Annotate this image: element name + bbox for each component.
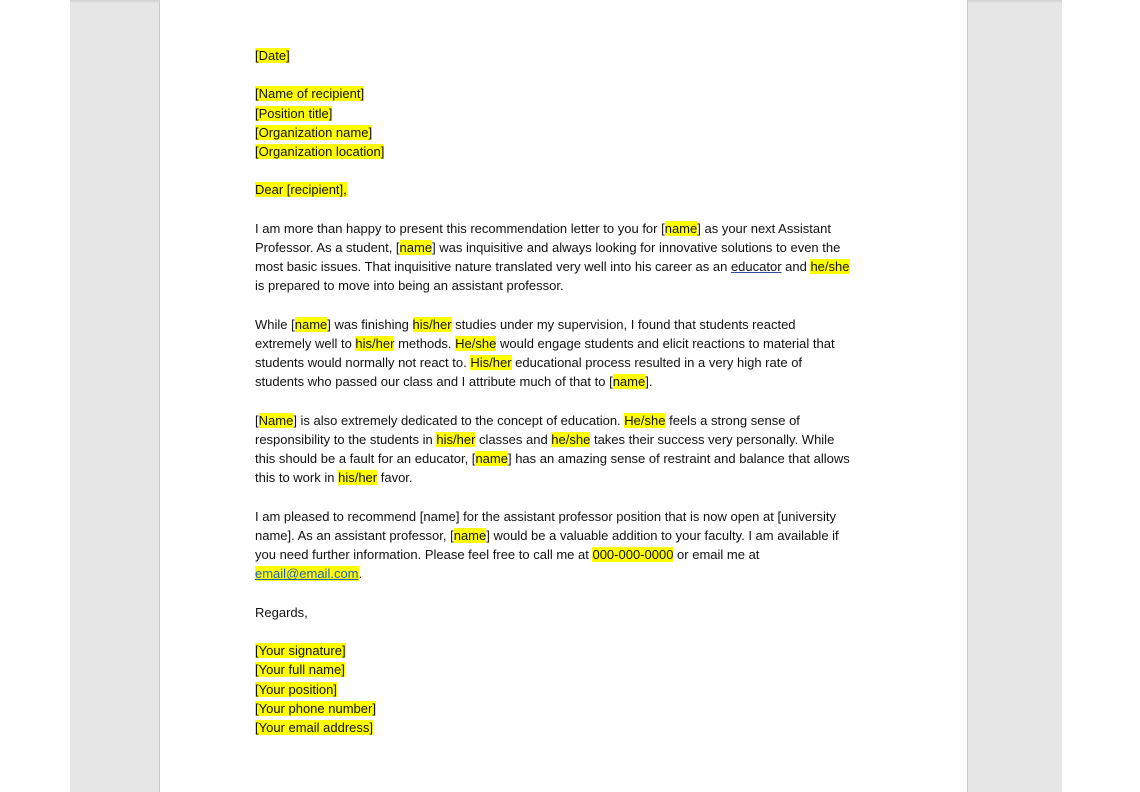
recipient-position: [Position title]	[255, 105, 333, 121]
paragraph-4: I am pleased to recommend [name] for the assistant professor position that is now open at [university name]. As an assistant professor, [name] would be a valuable addition to your faculty. I am available if you need further information. Please feel free to call me at 000-000-0000 or email me at email@email.com.	[255, 508, 839, 582]
recipient-location: [Organization location]	[255, 144, 385, 159]
paragraph-2: While [name] was finishing his/her studies under my supervision, I found that students reacted extremely well to his/her methods. He/she would engage students and elicit reactions to material that students would normally not react to. His/her educational process resulted in a very high rate of students who passed our class and I attribute much of that to [name].	[255, 316, 835, 390]
pronoun-highlight: he/she	[551, 431, 591, 447]
date-line	[255, 46, 875, 65]
paragraph-3: [Name] is also extremely dedicated to the concept of education. He/she feels a strong sense of responsibility to the students in his/her classes and he/she takes their success very personally. While this should be a fault for an educator, [name] has an amazing sense of restraint and balance that allows this to work in his/her favor.	[255, 412, 850, 486]
paragraph-1: I am more than happy to present this recommendation letter to you for [name] as your next Assistant Professor. As a student, [name] was inquisitive and always looking for innovative solutions to even the most basic issues. That inquisitive nature translated very well into his career as an educator and he/she is prepared to move into being an assistant professor.	[255, 220, 850, 294]
phone-highlight: 000-000-0000	[592, 547, 674, 563]
date-placeholder: [Date]	[255, 48, 290, 63]
salutation-text: Dear [recipient],	[255, 182, 347, 198]
signature-placeholder: [Your signature]	[255, 643, 346, 659]
pronoun-highlight: His/her	[470, 355, 512, 371]
name-highlight: name	[294, 316, 328, 332]
position-placeholder: [Your position]	[255, 681, 337, 697]
full-name-placeholder: [Your full name]	[255, 662, 345, 678]
pronoun-highlight: he/she	[810, 259, 850, 275]
document-viewport[interactable]	[70, 0, 1062, 792]
recipient-block	[255, 84, 875, 161]
email-link[interactable]: email@email.com	[255, 566, 359, 582]
recipient-name: [Name of recipient]	[255, 86, 365, 102]
name-highlight: Name	[258, 412, 294, 428]
name-highlight: name	[664, 220, 698, 236]
recipient-organization: [Organization name]	[255, 124, 373, 140]
name-highlight: name	[475, 451, 508, 467]
name-highlight: name	[399, 239, 433, 255]
spellcheck-underline-educator[interactable]: educator	[730, 259, 782, 275]
pronoun-highlight: his/her	[412, 316, 452, 332]
pronoun-highlight: his/her	[355, 335, 395, 351]
signature-block	[255, 641, 875, 737]
salutation	[255, 180, 875, 199]
pronoun-highlight: his/her	[436, 431, 476, 447]
name-highlight: name	[453, 527, 487, 543]
email-address-placeholder: [Your email address]	[255, 719, 374, 735]
pronoun-highlight: He/she	[455, 335, 497, 351]
document-page[interactable]	[159, 0, 968, 792]
name-highlight: name	[612, 374, 646, 390]
closing: Regards,	[255, 604, 308, 620]
pronoun-highlight: He/she	[624, 412, 666, 428]
phone-placeholder: [Your phone number]	[255, 700, 376, 716]
pronoun-highlight: his/her	[338, 470, 378, 486]
letter-body[interactable]	[255, 46, 875, 756]
